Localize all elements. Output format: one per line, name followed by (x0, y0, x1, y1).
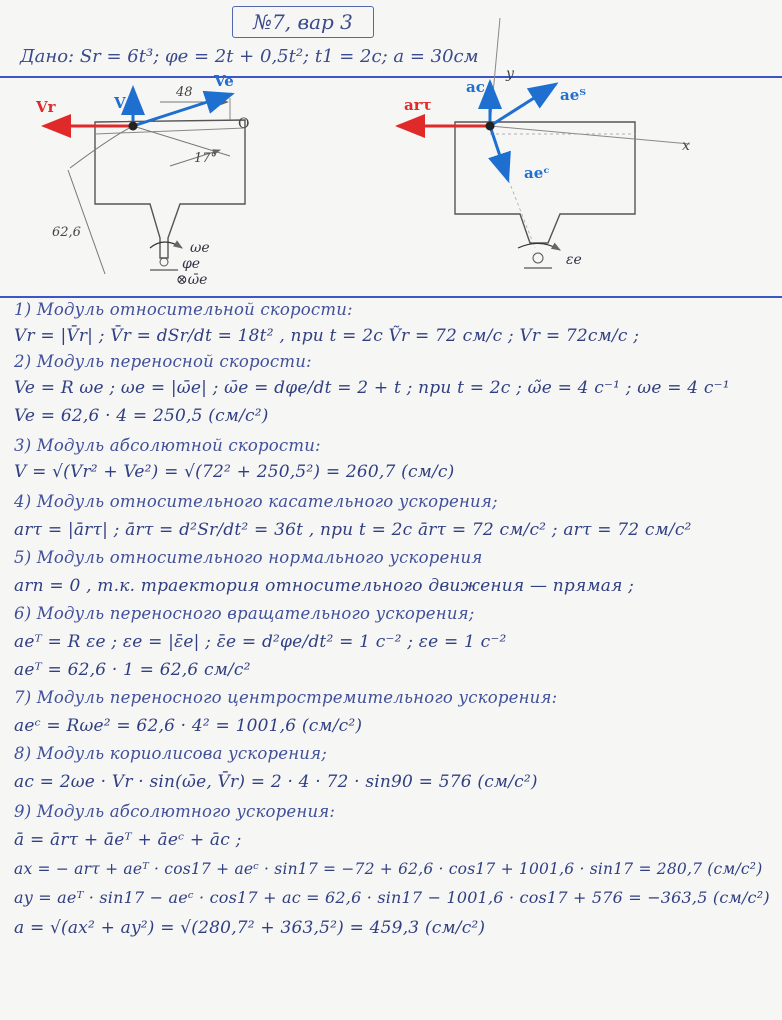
x-axis-label: x (682, 138, 690, 154)
step-heading: 7) Модуль переносного центростремительного ускорения: (14, 688, 558, 707)
v-label: V (114, 94, 126, 112)
formula-line: Ve = R ωe ; ωe = |ω̄e| ; ω̄e = dφe/dt = 2 + t ; при t = 2c ; ω̃e = 4 c⁻¹ ; ωe = 4 c⁻¹ (14, 378, 730, 398)
formula-line: a = √(ax² + ay²) = √(280,7² + 363,5²) = 459,3 (см/с²) (14, 918, 486, 938)
vr-label: Vr (36, 98, 56, 116)
velocity-diagram (35, 72, 249, 288)
page-title: №7, вар 3 (232, 6, 374, 38)
omega-vector-label: ⊗ω̄e (176, 272, 208, 288)
artau-label: arτ (404, 96, 432, 114)
step-heading: 2) Модуль переносной скорости: (14, 352, 312, 371)
formula-line: arτ = |ārτ| ; ārτ = d²Sr/dt² = 36t , при t = 2c ārτ = 72 см/с² ; arτ = 72 см/с² (14, 520, 692, 540)
formula-line: aeᵀ = 62,6 · 1 = 62,6 см/с² (14, 660, 251, 680)
step-heading: 8) Модуль кориолисова ускорения; (14, 744, 327, 763)
step-heading: 3) Модуль абсолютной скорости: (14, 436, 321, 455)
plate-outline-right (455, 122, 635, 243)
dim-48-label: 48 (176, 85, 193, 100)
plate-outline (95, 120, 245, 258)
point-o-label: O (238, 116, 250, 132)
formula-line: aeᶜ = Rωe² = 62,6 · 4² = 1001,6 (см/с²) (14, 716, 363, 736)
radius-label: 62,6 (52, 225, 81, 240)
formula-line: ax = − arτ + aeᵀ · cos17 + aeᶜ · sin17 = −72 + 62,6 · cos17 + 1001,6 · sin17 = 280,7 (см/с²) (14, 860, 763, 878)
omega-arc (150, 242, 182, 248)
pivot-hinge-right (533, 253, 543, 263)
epsilon-label: εe (566, 252, 582, 268)
formula-line: ay = aeᵀ · sin17 − aeᶜ · cos17 + ac = 62,6 · sin17 − 1001,6 · cos17 + 576 = −363,5 (см/с²) (14, 888, 770, 907)
ve-label: Ve (214, 72, 234, 90)
epsilon-arc (518, 243, 560, 250)
pivot-hinge (160, 258, 168, 266)
divider-solution (0, 296, 782, 298)
angle-17-label: 17° (194, 151, 218, 166)
ae-tau-vector (490, 84, 556, 126)
radius-dim-line (68, 170, 105, 274)
formula-line: Ve = 62,6 · 4 = 250,5 (см/с²) (14, 406, 269, 426)
formula-line: aeᵀ = R εe ; εe = |ε̄e| ; ε̄e = d²φe/dt² = 1 c⁻² ; εe = 1 c⁻² (14, 632, 507, 652)
phi-e-label: φe (182, 256, 201, 272)
step-heading: 6) Модуль переносного вращательного ускорения; (14, 604, 475, 623)
point-m (129, 122, 138, 131)
ac-label: ac (466, 78, 485, 96)
step-heading: 9) Модуль абсолютного ускорения: (14, 802, 336, 821)
formula-line: ac = 2ωe · Vr · sin(ω̄e, V̄r) = 2 · 4 · 72 · sin90 = 576 (см/с²) (14, 772, 538, 792)
point-m-right (486, 122, 495, 131)
given-data: Дано: Sr = 6t³; φe = 2t + 0,5t²; t1 = 2c; a = 30см (20, 46, 479, 67)
x-axis (490, 126, 690, 144)
plate-edge-line (95, 128, 245, 134)
formula-line: arn = 0 , т.к. траектория относительного движения — прямая ; (14, 576, 635, 596)
ae-tau-label: aeᵀ (560, 86, 587, 104)
step-heading: 4) Модуль относительного касательного ускорения; (14, 492, 498, 511)
kinematics-diagrams (0, 66, 782, 294)
step-heading: 5) Модуль относительного нормального ускорения (14, 548, 483, 567)
ae-n-label: aeᶜ (524, 164, 550, 182)
radius-arc (70, 126, 133, 168)
omega-e-label: ωe (190, 240, 210, 256)
formula-line: V = √(Vr² + Ve²) = √(72² + 250,5²) = 260,7 (см/с) (14, 462, 455, 482)
y-axis-label: y (506, 66, 514, 82)
formula-line: Vr = |V̄r| ; V̄r = dSr/dt = 18t² , при t = 2c Ṽr = 72 см/с ; Vr = 72см/с ; (14, 326, 640, 346)
step-heading: 1) Модуль относительной скорости: (14, 300, 353, 319)
formula-line: ā = ārτ + āeᵀ + āeᶜ + āc ; (14, 830, 242, 850)
